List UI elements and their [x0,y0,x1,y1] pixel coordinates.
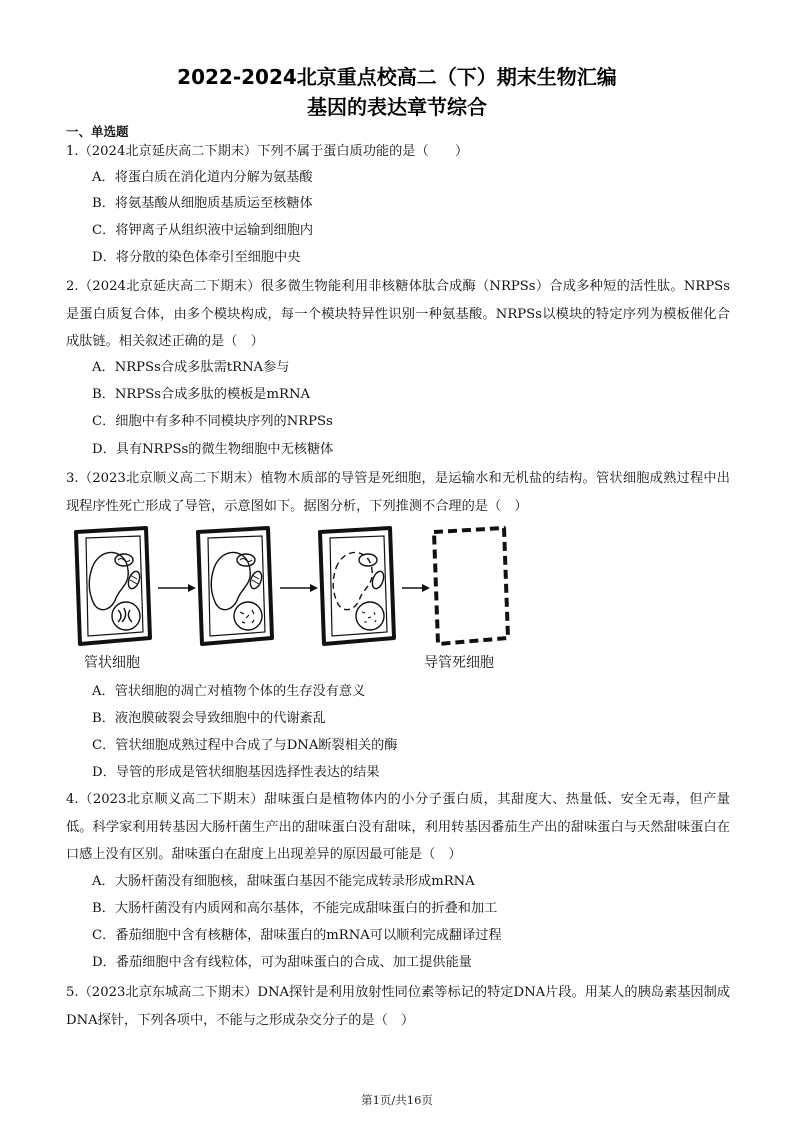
page-footer: 第1页/共16页 [361,1093,433,1107]
question-1-option-b: B．将氨基酸从细胞质基质运至核糖体 [92,196,313,211]
section-heading: 一、单选题 [66,124,129,139]
question-4-option-d: D．番茄细胞中含有线粒体，可为甜味蛋白的合成、加工提供能量 [92,955,472,970]
question-3-option-a: A．管状细胞的凋亡对植物个体的生存没有意义 [92,684,366,699]
cell-stage-3 [320,528,394,644]
tubular-cell-diagram [70,520,530,672]
question-5-stem: 5.（2023北京东城高二下期末）DNA探针是利用放射性同位素等标记的特定DNA片段。用某人的胰岛素基因制成DNA探针，下列各项中，不能与之形成杂交分子的是（ ） [66,985,730,1028]
question-1-option-c: C．将钾离子从组织液中运输到细胞内 [92,223,314,238]
question-1-stem: 1.（2024北京延庆高二下期末）下列不属于蛋白质功能的是（ ） [66,144,469,159]
question-4-stem: 4.（2023北京顺义高二下期末）甜味蛋白是植物体内的小分子蛋白质，其甜度大、热量低、安全无毒，但产量低。科学家利用转基因大肠杆菌生产出的甜味蛋白没有甜味，利用转基因番茄生产出的甜味蛋白与天然甜味蛋白在口感上没有区别。甜味蛋白在甜度上出现差异的原因最可能是（ ） [66,792,730,862]
question-4-option-c: C．番茄细胞中含有核糖体，甜味蛋白的mRNA可以顺利完成翻译过程 [92,928,502,943]
question-2-option-a: A．NRPSs合成多肽需tRNA参与 [92,360,290,375]
figure-label-tubular-cell: 管状细胞 [84,655,140,671]
question-4-option-b: B．大肠杆菌没有内质网和高尔基体，不能完成甜味蛋白的折叠和加工 [92,901,498,916]
question-2-option-d: D．具有NRPSs的微生物细胞中无核糖体 [92,442,334,457]
question-2-option-b: B．NRPSs合成多肽的模板是mRNA [92,387,311,402]
cell-stage-4 [434,528,508,644]
cell-stage-1 [76,528,150,644]
question-2-option-c: C．细胞中有多种不同模块序列的NRPSs [92,414,333,429]
question-3-option-c: C．管状细胞成熟过程中合成了与DNA断裂相关的酶 [92,738,398,753]
question-1-option-d: D．将分散的染色体牵引至细胞中央 [92,250,301,265]
document-title-line1: 2022-2024北京重点校高二（下）期末生物汇编 [177,65,617,89]
cell-stage-2 [198,528,272,644]
question-3-stem: 3.（2023北京顺义高二下期末）植物木质部的导管是死细胞，是运输水和无机盐的结构。管状细胞成熟过程中出现程序性死亡形成了导管，示意图如下。据图分析，下列推测不合理的是（ ） [66,471,730,514]
question-2-stem: 2.（2024北京延庆高二下期末）很多微生物能利用非核糖体肽合成酶（NRPSs）合成多种短的活性肽。NRPSs是蛋白质复合体，由多个模块构成，每一个模块特异性识别一种氨基酸。NRPSs以模块的特定序列为模板催化合成肽链。相关叙述正确的是（ ） [66,279,730,349]
question-4-option-a: A．大肠杆菌没有细胞核，甜味蛋白基因不能完成转录形成mRNA [92,874,475,889]
question-1-option-a: A．将蛋白质在消化道内分解为氨基酸 [92,170,313,185]
question-3-option-b: B．液泡膜破裂会导致细胞中的代谢紊乱 [92,711,326,726]
question-3-option-d: D．导管的形成是管状细胞基因选择性表达的结果 [92,765,380,780]
figure-label-dead-vessel-cell: 导管死细胞 [424,655,494,671]
document-title-line2: 基因的表达章节综合 [307,95,487,119]
